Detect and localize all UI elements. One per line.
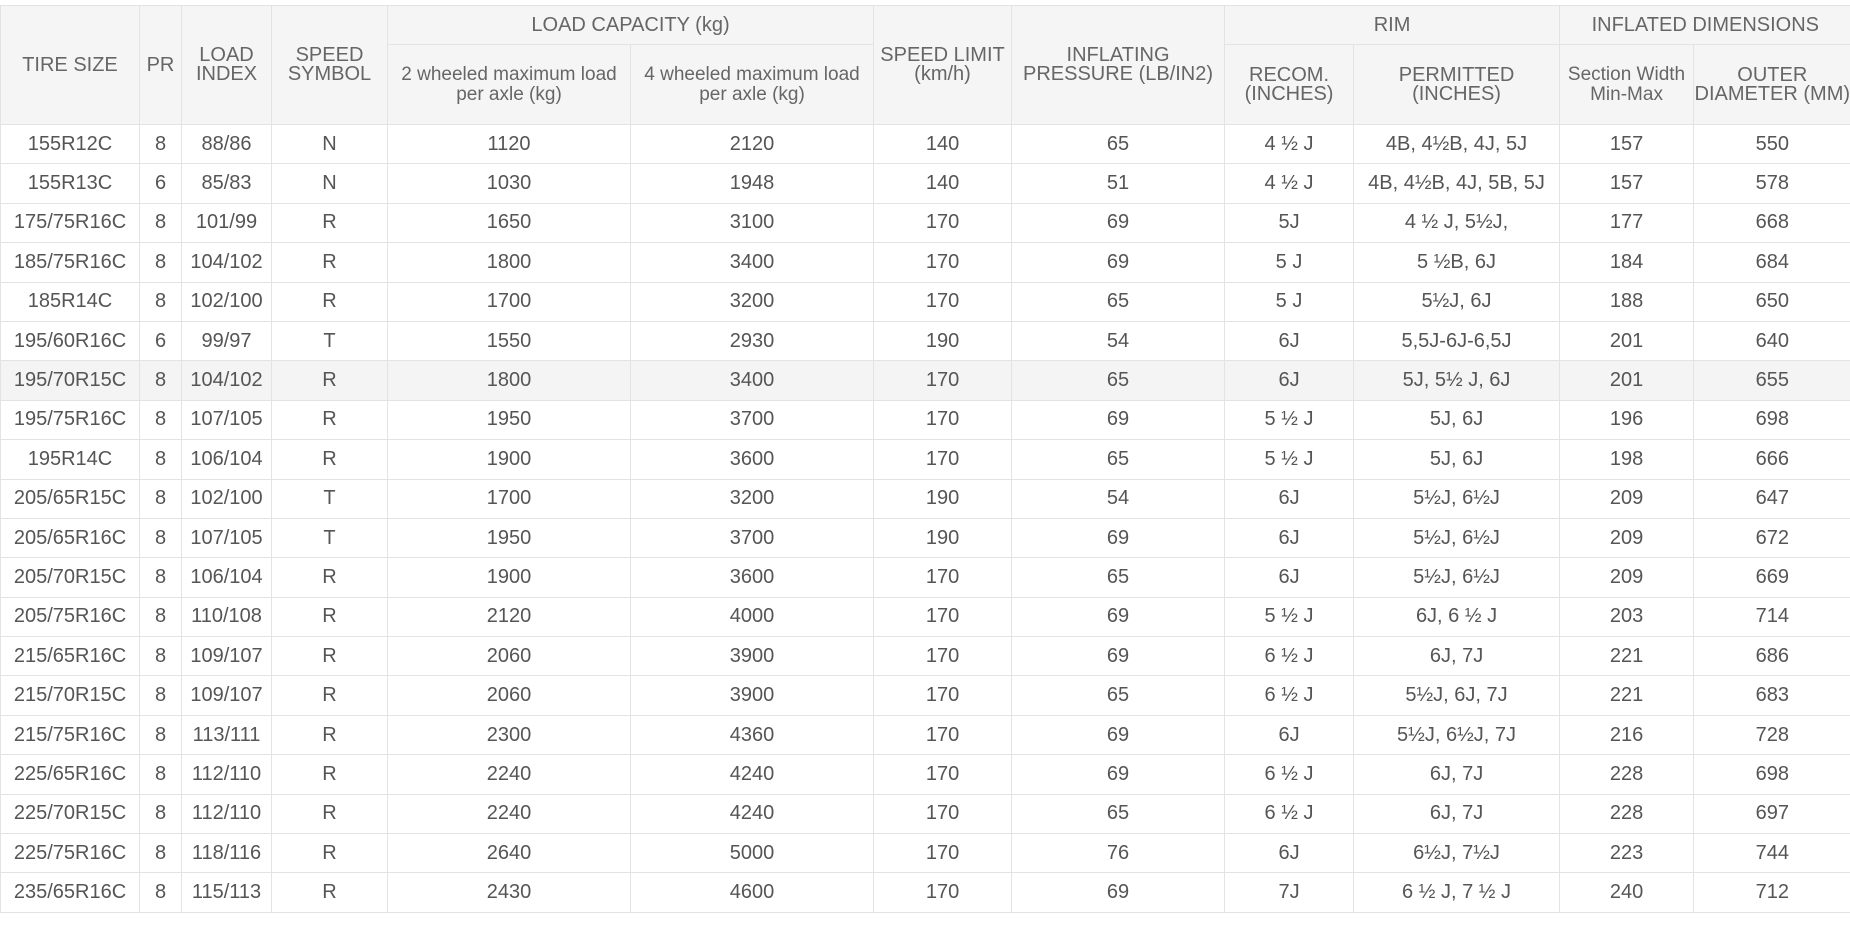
cell-outer-diameter: 669 xyxy=(1694,558,1850,597)
cell-load-2-wheeled: 1800 xyxy=(388,243,631,282)
cell-load-4-wheeled: 1948 xyxy=(631,164,874,203)
cell-speed-limit: 140 xyxy=(874,125,1012,164)
cell-load-4-wheeled: 3600 xyxy=(631,440,874,479)
cell-rim-recom: 6J xyxy=(1225,834,1354,873)
cell-load-index: 113/111 xyxy=(182,715,272,754)
cell-load-2-wheeled: 1800 xyxy=(388,361,631,400)
cell-load-2-wheeled: 2430 xyxy=(388,873,631,912)
col-inflating-pressure: INFLATING PRESSURE (LB/IN2) xyxy=(1012,6,1225,125)
cell-rim-permitted: 6½J, 7½J xyxy=(1354,834,1560,873)
table-body xyxy=(1,125,1850,913)
cell-outer-diameter: 666 xyxy=(1694,440,1850,479)
cell-section-width: 157 xyxy=(1560,125,1694,164)
cell-pr: 8 xyxy=(140,637,182,676)
cell-speed-symbol: R xyxy=(272,440,388,479)
cell-outer-diameter: 668 xyxy=(1694,203,1850,242)
cell-rim-permitted: 5J, 6J xyxy=(1354,440,1560,479)
cell-tire-size: 205/65R16C xyxy=(1,518,140,557)
cell-inflating-pressure: 69 xyxy=(1012,518,1225,557)
cell-load-4-wheeled: 5000 xyxy=(631,834,874,873)
cell-load-index: 101/99 xyxy=(182,203,272,242)
header-row-1 xyxy=(1,6,1850,45)
cell-section-width: 196 xyxy=(1560,400,1694,439)
cell-speed-limit: 170 xyxy=(874,282,1012,321)
cell-rim-permitted: 5J, 5½ J, 6J xyxy=(1354,361,1560,400)
cell-speed-limit: 170 xyxy=(874,834,1012,873)
cell-load-4-wheeled: 4360 xyxy=(631,715,874,754)
cell-speed-limit: 170 xyxy=(874,873,1012,912)
cell-pr: 8 xyxy=(140,794,182,833)
cell-load-2-wheeled: 2060 xyxy=(388,637,631,676)
cell-inflating-pressure: 54 xyxy=(1012,479,1225,518)
cell-rim-recom: 6 ½ J xyxy=(1225,755,1354,794)
cell-rim-recom: 6 ½ J xyxy=(1225,637,1354,676)
cell-load-2-wheeled: 2300 xyxy=(388,715,631,754)
group-load-capacity: LOAD CAPACITY (kg) xyxy=(388,6,874,45)
cell-load-2-wheeled: 2240 xyxy=(388,755,631,794)
cell-load-4-wheeled: 3200 xyxy=(631,479,874,518)
cell-load-index: 104/102 xyxy=(182,243,272,282)
cell-outer-diameter: 698 xyxy=(1694,755,1850,794)
cell-load-index: 112/110 xyxy=(182,755,272,794)
col-speed-symbol: SPEED SYMBOL xyxy=(272,6,388,125)
cell-rim-permitted: 6 ½ J, 7 ½ J xyxy=(1354,873,1560,912)
cell-rim-recom: 6J xyxy=(1225,558,1354,597)
cell-pr: 8 xyxy=(140,400,182,439)
cell-load-index: 115/113 xyxy=(182,873,272,912)
cell-pr: 8 xyxy=(140,203,182,242)
cell-pr: 8 xyxy=(140,282,182,321)
cell-outer-diameter: 714 xyxy=(1694,597,1850,636)
col-rim-recom: RECOM. (INCHES) xyxy=(1225,45,1354,125)
cell-inflating-pressure: 51 xyxy=(1012,164,1225,203)
cell-outer-diameter: 650 xyxy=(1694,282,1850,321)
cell-load-4-wheeled: 2930 xyxy=(631,321,874,360)
cell-tire-size: 205/70R15C xyxy=(1,558,140,597)
col-outer-diameter: OUTER DIAMETER (MM) xyxy=(1694,45,1850,125)
cell-tire-size: 185/75R16C xyxy=(1,243,140,282)
cell-outer-diameter: 578 xyxy=(1694,164,1850,203)
cell-inflating-pressure: 69 xyxy=(1012,400,1225,439)
table-row xyxy=(1,597,1850,636)
cell-tire-size: 195R14C xyxy=(1,440,140,479)
cell-pr: 8 xyxy=(140,440,182,479)
cell-load-4-wheeled: 4600 xyxy=(631,873,874,912)
cell-section-width: 198 xyxy=(1560,440,1694,479)
cell-load-4-wheeled: 3100 xyxy=(631,203,874,242)
cell-section-width: 177 xyxy=(1560,203,1694,242)
cell-tire-size: 175/75R16C xyxy=(1,203,140,242)
cell-speed-limit: 170 xyxy=(874,637,1012,676)
cell-speed-limit: 170 xyxy=(874,440,1012,479)
cell-load-4-wheeled: 3700 xyxy=(631,400,874,439)
cell-section-width: 240 xyxy=(1560,873,1694,912)
cell-load-2-wheeled: 1650 xyxy=(388,203,631,242)
cell-load-4-wheeled: 3200 xyxy=(631,282,874,321)
cell-outer-diameter: 712 xyxy=(1694,873,1850,912)
cell-load-2-wheeled: 2640 xyxy=(388,834,631,873)
cell-load-2-wheeled: 2120 xyxy=(388,597,631,636)
cell-pr: 6 xyxy=(140,321,182,360)
cell-load-2-wheeled: 1900 xyxy=(388,440,631,479)
table-row xyxy=(1,715,1850,754)
cell-rim-recom: 6J xyxy=(1225,321,1354,360)
cell-section-width: 188 xyxy=(1560,282,1694,321)
cell-inflating-pressure: 65 xyxy=(1012,558,1225,597)
cell-speed-limit: 170 xyxy=(874,715,1012,754)
cell-pr: 8 xyxy=(140,479,182,518)
cell-pr: 8 xyxy=(140,873,182,912)
cell-load-index: 112/110 xyxy=(182,794,272,833)
cell-rim-permitted: 5J, 6J xyxy=(1354,400,1560,439)
cell-load-4-wheeled: 4000 xyxy=(631,597,874,636)
table-row xyxy=(1,400,1850,439)
cell-speed-symbol: R xyxy=(272,755,388,794)
cell-outer-diameter: 728 xyxy=(1694,715,1850,754)
cell-inflating-pressure: 69 xyxy=(1012,243,1225,282)
cell-speed-symbol: R xyxy=(272,834,388,873)
cell-tire-size: 215/70R15C xyxy=(1,676,140,715)
cell-load-index: 104/102 xyxy=(182,361,272,400)
cell-outer-diameter: 550 xyxy=(1694,125,1850,164)
cell-section-width: 157 xyxy=(1560,164,1694,203)
cell-rim-recom: 7J xyxy=(1225,873,1354,912)
cell-load-2-wheeled: 1550 xyxy=(388,321,631,360)
cell-speed-symbol: T xyxy=(272,479,388,518)
cell-tire-size: 205/75R16C xyxy=(1,597,140,636)
table-row xyxy=(1,203,1850,242)
cell-rim-permitted: 6J, 6 ½ J xyxy=(1354,597,1560,636)
cell-speed-symbol: N xyxy=(272,164,388,203)
cell-outer-diameter: 686 xyxy=(1694,637,1850,676)
cell-load-4-wheeled: 4240 xyxy=(631,794,874,833)
cell-tire-size: 155R12C xyxy=(1,125,140,164)
cell-inflating-pressure: 65 xyxy=(1012,676,1225,715)
table-row xyxy=(1,282,1850,321)
cell-section-width: 216 xyxy=(1560,715,1694,754)
cell-rim-recom: 6J xyxy=(1225,715,1354,754)
cell-speed-symbol: R xyxy=(272,794,388,833)
cell-speed-limit: 190 xyxy=(874,321,1012,360)
cell-tire-size: 195/75R16C xyxy=(1,400,140,439)
col-tire-size: TIRE SIZE xyxy=(1,6,140,125)
cell-outer-diameter: 684 xyxy=(1694,243,1850,282)
cell-rim-permitted: 5 ½B, 6J xyxy=(1354,243,1560,282)
cell-inflating-pressure: 69 xyxy=(1012,755,1225,794)
cell-section-width: 228 xyxy=(1560,755,1694,794)
table-row xyxy=(1,243,1850,282)
table-row xyxy=(1,834,1850,873)
cell-outer-diameter: 655 xyxy=(1694,361,1850,400)
cell-load-4-wheeled: 3400 xyxy=(631,361,874,400)
cell-section-width: 228 xyxy=(1560,794,1694,833)
cell-speed-limit: 190 xyxy=(874,518,1012,557)
cell-load-index: 102/100 xyxy=(182,479,272,518)
cell-section-width: 223 xyxy=(1560,834,1694,873)
col-section-width: Section Width Min-Max xyxy=(1560,45,1694,125)
table-row xyxy=(1,164,1850,203)
cell-speed-limit: 170 xyxy=(874,361,1012,400)
cell-load-2-wheeled: 1950 xyxy=(388,518,631,557)
cell-rim-permitted: 4B, 4½B, 4J, 5B, 5J xyxy=(1354,164,1560,203)
cell-speed-limit: 170 xyxy=(874,597,1012,636)
cell-pr: 8 xyxy=(140,676,182,715)
cell-load-4-wheeled: 2120 xyxy=(631,125,874,164)
cell-load-index: 109/107 xyxy=(182,637,272,676)
cell-outer-diameter: 647 xyxy=(1694,479,1850,518)
cell-inflating-pressure: 76 xyxy=(1012,834,1225,873)
col-speed-limit: SPEED LIMIT (km/h) xyxy=(874,6,1012,125)
cell-outer-diameter: 640 xyxy=(1694,321,1850,360)
cell-pr: 8 xyxy=(140,243,182,282)
cell-pr: 8 xyxy=(140,834,182,873)
cell-tire-size: 155R13C xyxy=(1,164,140,203)
cell-rim-recom: 6J xyxy=(1225,518,1354,557)
cell-load-index: 88/86 xyxy=(182,125,272,164)
cell-speed-symbol: R xyxy=(272,558,388,597)
cell-speed-symbol: R xyxy=(272,203,388,242)
cell-inflating-pressure: 65 xyxy=(1012,282,1225,321)
cell-section-width: 209 xyxy=(1560,479,1694,518)
cell-tire-size: 215/75R16C xyxy=(1,715,140,754)
cell-rim-permitted: 5½J, 6J, 7J xyxy=(1354,676,1560,715)
cell-rim-recom: 6 ½ J xyxy=(1225,794,1354,833)
cell-load-index: 109/107 xyxy=(182,676,272,715)
cell-load-2-wheeled: 1120 xyxy=(388,125,631,164)
cell-speed-limit: 170 xyxy=(874,558,1012,597)
cell-pr: 8 xyxy=(140,715,182,754)
cell-load-2-wheeled: 1900 xyxy=(388,558,631,597)
cell-speed-symbol: R xyxy=(272,637,388,676)
cell-section-width: 221 xyxy=(1560,676,1694,715)
cell-load-4-wheeled: 3400 xyxy=(631,243,874,282)
table-row xyxy=(1,794,1850,833)
cell-rim-recom: 4 ½ J xyxy=(1225,164,1354,203)
cell-rim-recom: 6J xyxy=(1225,479,1354,518)
cell-speed-limit: 170 xyxy=(874,243,1012,282)
cell-rim-recom: 6 ½ J xyxy=(1225,676,1354,715)
table-row xyxy=(1,873,1850,912)
cell-load-index: 110/108 xyxy=(182,597,272,636)
cell-rim-recom: 5 J xyxy=(1225,282,1354,321)
cell-inflating-pressure: 54 xyxy=(1012,321,1225,360)
cell-load-index: 102/100 xyxy=(182,282,272,321)
cell-rim-permitted: 5½J, 6½J xyxy=(1354,479,1560,518)
tire-spec-table xyxy=(0,5,1850,913)
cell-inflating-pressure: 69 xyxy=(1012,873,1225,912)
group-inflated-dimensions: INFLATED DIMENSIONS xyxy=(1560,6,1850,45)
cell-speed-symbol: R xyxy=(272,873,388,912)
table-row xyxy=(1,361,1850,400)
cell-load-index: 85/83 xyxy=(182,164,272,203)
cell-rim-permitted: 4B, 4½B, 4J, 5J xyxy=(1354,125,1560,164)
cell-section-width: 201 xyxy=(1560,361,1694,400)
cell-inflating-pressure: 69 xyxy=(1012,715,1225,754)
col-rim-permitted: PERMITTED (INCHES) xyxy=(1354,45,1560,125)
cell-pr: 8 xyxy=(140,518,182,557)
cell-speed-limit: 170 xyxy=(874,676,1012,715)
cell-load-index: 107/105 xyxy=(182,400,272,439)
cell-load-index: 106/104 xyxy=(182,558,272,597)
col-load-2-wheeled: 2 wheeled maximum load per axle (kg) xyxy=(388,45,631,125)
cell-inflating-pressure: 65 xyxy=(1012,794,1225,833)
cell-speed-limit: 170 xyxy=(874,400,1012,439)
cell-speed-limit: 170 xyxy=(874,203,1012,242)
cell-load-index: 118/116 xyxy=(182,834,272,873)
col-load-4-wheeled: 4 wheeled maximum load per axle (kg) xyxy=(631,45,874,125)
col-load-index: LOAD INDEX xyxy=(182,6,272,125)
cell-section-width: 209 xyxy=(1560,518,1694,557)
cell-pr: 8 xyxy=(140,558,182,597)
cell-load-4-wheeled: 3600 xyxy=(631,558,874,597)
cell-rim-permitted: 5½J, 6½J xyxy=(1354,518,1560,557)
cell-pr: 8 xyxy=(140,597,182,636)
col-pr: PR xyxy=(140,6,182,125)
cell-speed-symbol: T xyxy=(272,321,388,360)
table-row xyxy=(1,440,1850,479)
cell-section-width: 221 xyxy=(1560,637,1694,676)
cell-rim-permitted: 6J, 7J xyxy=(1354,755,1560,794)
table-row xyxy=(1,755,1850,794)
cell-tire-size: 205/65R15C xyxy=(1,479,140,518)
cell-load-2-wheeled: 2060 xyxy=(388,676,631,715)
table-header xyxy=(1,6,1850,125)
cell-speed-symbol: R xyxy=(272,361,388,400)
cell-section-width: 203 xyxy=(1560,597,1694,636)
cell-rim-recom: 5J xyxy=(1225,203,1354,242)
cell-load-4-wheeled: 3900 xyxy=(631,676,874,715)
cell-inflating-pressure: 69 xyxy=(1012,597,1225,636)
cell-load-2-wheeled: 1950 xyxy=(388,400,631,439)
cell-inflating-pressure: 65 xyxy=(1012,125,1225,164)
cell-load-index: 107/105 xyxy=(182,518,272,557)
cell-tire-size: 195/60R16C xyxy=(1,321,140,360)
cell-tire-size: 225/70R15C xyxy=(1,794,140,833)
cell-rim-recom: 5 J xyxy=(1225,243,1354,282)
cell-rim-permitted: 6J, 7J xyxy=(1354,637,1560,676)
cell-speed-symbol: R xyxy=(272,400,388,439)
cell-tire-size: 195/70R15C xyxy=(1,361,140,400)
cell-section-width: 209 xyxy=(1560,558,1694,597)
cell-load-2-wheeled: 2240 xyxy=(388,794,631,833)
cell-load-index: 99/97 xyxy=(182,321,272,360)
cell-tire-size: 225/65R16C xyxy=(1,755,140,794)
cell-speed-symbol: R xyxy=(272,715,388,754)
cell-load-4-wheeled: 3700 xyxy=(631,518,874,557)
cell-outer-diameter: 683 xyxy=(1694,676,1850,715)
cell-rim-permitted: 5½J, 6½J xyxy=(1354,558,1560,597)
cell-rim-permitted: 5,5J-6J-6,5J xyxy=(1354,321,1560,360)
cell-speed-symbol: R xyxy=(272,282,388,321)
cell-tire-size: 215/65R16C xyxy=(1,637,140,676)
cell-load-index: 106/104 xyxy=(182,440,272,479)
cell-inflating-pressure: 65 xyxy=(1012,361,1225,400)
cell-load-2-wheeled: 1700 xyxy=(388,479,631,518)
cell-load-4-wheeled: 4240 xyxy=(631,755,874,794)
cell-tire-size: 185R14C xyxy=(1,282,140,321)
table-row xyxy=(1,479,1850,518)
table-row xyxy=(1,637,1850,676)
group-rim: RIM xyxy=(1225,6,1560,45)
cell-pr: 8 xyxy=(140,125,182,164)
cell-section-width: 184 xyxy=(1560,243,1694,282)
cell-pr: 8 xyxy=(140,755,182,794)
cell-rim-permitted: 4 ½ J, 5½J, xyxy=(1354,203,1560,242)
cell-speed-symbol: T xyxy=(272,518,388,557)
cell-outer-diameter: 744 xyxy=(1694,834,1850,873)
cell-load-2-wheeled: 1700 xyxy=(388,282,631,321)
cell-speed-symbol: R xyxy=(272,243,388,282)
cell-inflating-pressure: 65 xyxy=(1012,440,1225,479)
cell-rim-permitted: 5½J, 6J xyxy=(1354,282,1560,321)
table-row xyxy=(1,676,1850,715)
cell-rim-recom: 5 ½ J xyxy=(1225,597,1354,636)
table-row xyxy=(1,125,1850,164)
cell-speed-limit: 190 xyxy=(874,479,1012,518)
cell-rim-permitted: 6J, 7J xyxy=(1354,794,1560,833)
cell-outer-diameter: 672 xyxy=(1694,518,1850,557)
cell-rim-permitted: 5½J, 6½J, 7J xyxy=(1354,715,1560,754)
table-row xyxy=(1,518,1850,557)
cell-rim-recom: 4 ½ J xyxy=(1225,125,1354,164)
cell-tire-size: 235/65R16C xyxy=(1,873,140,912)
cell-section-width: 201 xyxy=(1560,321,1694,360)
cell-speed-symbol: R xyxy=(272,676,388,715)
cell-outer-diameter: 698 xyxy=(1694,400,1850,439)
cell-rim-recom: 5 ½ J xyxy=(1225,440,1354,479)
cell-load-2-wheeled: 1030 xyxy=(388,164,631,203)
cell-rim-recom: 6J xyxy=(1225,361,1354,400)
cell-speed-limit: 170 xyxy=(874,794,1012,833)
cell-load-4-wheeled: 3900 xyxy=(631,637,874,676)
cell-tire-size: 225/75R16C xyxy=(1,834,140,873)
cell-pr: 6 xyxy=(140,164,182,203)
cell-inflating-pressure: 69 xyxy=(1012,203,1225,242)
table-row xyxy=(1,558,1850,597)
cell-speed-symbol: N xyxy=(272,125,388,164)
cell-speed-limit: 170 xyxy=(874,755,1012,794)
cell-outer-diameter: 697 xyxy=(1694,794,1850,833)
cell-pr: 8 xyxy=(140,361,182,400)
cell-speed-symbol: R xyxy=(272,597,388,636)
cell-speed-limit: 140 xyxy=(874,164,1012,203)
table-row xyxy=(1,321,1850,360)
cell-rim-recom: 5 ½ J xyxy=(1225,400,1354,439)
cell-inflating-pressure: 69 xyxy=(1012,637,1225,676)
